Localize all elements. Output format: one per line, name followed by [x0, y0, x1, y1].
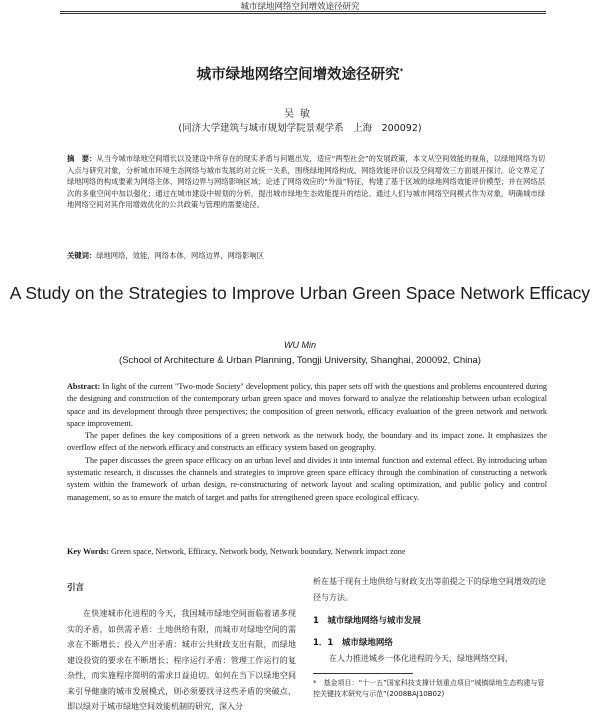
- chinese-title-text: 城市绿地网络空间增效途径研究: [196, 67, 400, 83]
- chinese-keywords: [67, 251, 545, 261]
- subsection-1-1-heading: 1．1 城市绿地网络: [313, 638, 393, 648]
- intro-text: 在快速城市化进程的今天，我国城市绿地空间面临着诸多现实的矛盾，如供需矛盾：土地供给有限，而城市对绿地空间的需求在不断增长；投入产出矛盾：城市公共财政支出有限，而绿地建设投资的要求在不断增长；程序运行矛盾：管理工作运行的复杂性，而实施程序简明的需求日益迫切。如何在当下以绿地空间来引导健康的城市发展模式，则必须要找寻这些矛盾的突破点，即以绿对于城市绿地空间效能机制的研究，深入分: [67, 609, 296, 711]
- header-rule-top: [60, 11, 546, 12]
- chinese-abstract-label: 摘 要：: [67, 154, 97, 163]
- english-keywords-label: Key Words:: [67, 547, 109, 556]
- subsection-1-1-text: 在人力推进城乡一体化进程的今天，绿地网络空间，: [329, 654, 513, 663]
- english-abstract: [67, 381, 547, 504]
- english-keywords: [67, 547, 547, 556]
- section-1-heading: 1 城市绿地网络与城市发展: [313, 616, 421, 626]
- english-abstract-label: Abstract:: [67, 382, 101, 391]
- intro-heading: 引言: [67, 583, 85, 593]
- intro-text-continued: 析在基于现有土地供给与财政支出等前提之下的绿地空间增效的途径与方法。: [313, 577, 546, 602]
- chinese-abstract: [67, 153, 545, 211]
- title-footnote-mark: *: [399, 67, 404, 76]
- chinese-keywords-text: 绿地网络，效能，网络本体，网络边界，网络影响区: [96, 251, 265, 260]
- english-affiliation: (School of Architecture & Urban Planning, Tongji University, Shanghai, 200092, China): [119, 355, 481, 366]
- right-column: [313, 574, 546, 700]
- english-title: A Study on the Strategies to Improve Urban Green Space Network Efficacy: [9, 283, 591, 303]
- chinese-author: 吴敏: [284, 109, 316, 120]
- chinese-abstract-text: 从当今城市绿地空间增长以及建设中所存在的现实矛盾与问题出发，适应“两型社会”的发展政策，本文从空间效能的视角，以绿地网络为切入点与研究对象，分析城市环境生态网络与城市发展的对立统一关系，围绕绿地网络构成、网络效能评价以及空间增效三方面展开探讨。论文界定了绿地网络的构成要素为网络主体、网络边界与网络影响区域；论述了网络效应的“外溢”特征，构建了基于区域的绿地网络效能评价模型；并在网络层次的多重空间中加以强化；通过在城市建设中规划的分析，提出城市绿地生态效能提升的结论。通过人们与城市网络空间模式作为对象，明确城市绿地网络空间对其作用增效优化的公共政策与管理的需要途径。: [67, 154, 546, 210]
- english-abstract-p2: The paper defines the key compositions of a green network as the network body, the boundary and its impact zone. It emphasizes the overflow effect of the network efficacy and constructs an efficacy system based on geography.: [67, 431, 547, 453]
- running-header: 城市绿地网络空间增效途径研究: [240, 2, 360, 12]
- left-column: [67, 581, 296, 715]
- english-abstract-p3: The paper discusses the green space efficacy on an urban level and divides it into internal function and external effect. By introducing urban systematic research, it discusses the channels and strategies to improve green space efficacy through the combination of constructing a network system within the framework of urban design, re-constructuring of network layout and scaling optimization, and public policy and control management, so as to ensure the match of target and paths for strengthened green space ecological efficacy.: [67, 455, 547, 502]
- chinese-affiliation: (同济大学建筑与城市规划学院景观学系 上海 200092): [178, 123, 422, 134]
- english-abstract-p1: In light of the current "Two-mode Society" development policy, this paper sets off with the questions and problems encountered during the designing and construction of the contemporary urban green space and moves forward to analyze the relationship between urban ecological space and its development through three perspectives; the composition of green network, efficacy evaluation of the green network and network space improvement.: [67, 382, 548, 428]
- chinese-keywords-label: 关键词：: [67, 251, 97, 260]
- english-keywords-text: Green space, Network, Efficacy, Network body, Network boundary, Network impact zone: [110, 547, 406, 556]
- footnote-rule: [313, 673, 413, 674]
- header-rule-bottom: [60, 13, 546, 14]
- english-author: WU Min: [284, 340, 316, 350]
- footnote: * 基金项目：“十一五”国家科技支撑计划重点项目“城镇绿地生态构建与管控关键技术研究与示范”(2008BAJ10B02): [313, 678, 545, 698]
- chinese-title: [0, 63, 600, 84]
